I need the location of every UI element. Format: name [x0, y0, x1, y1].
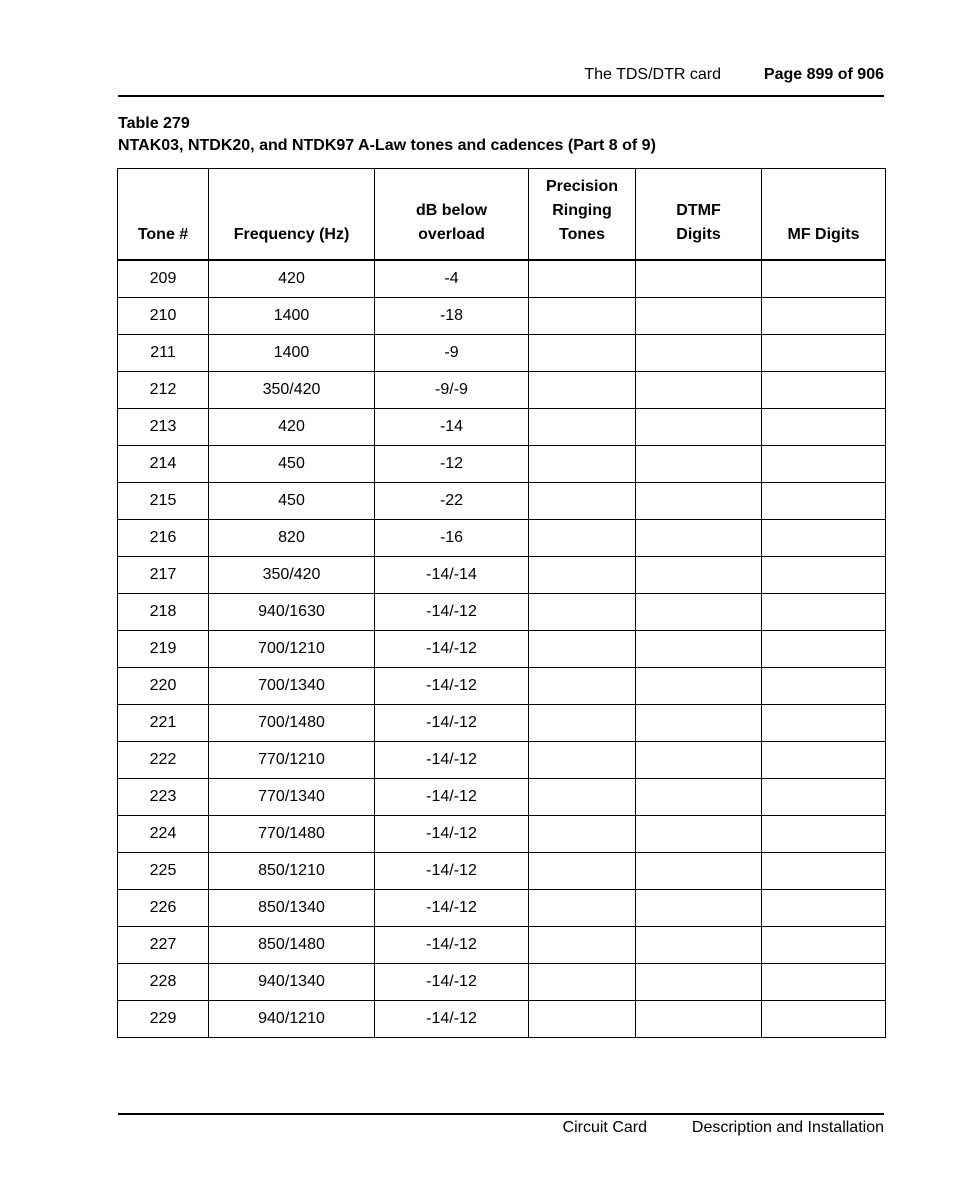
table-cell: 1400: [209, 334, 375, 371]
table-cell: [529, 852, 636, 889]
table-cell: [636, 926, 762, 963]
table-cell: [529, 926, 636, 963]
table-cell: [762, 630, 886, 667]
table-cell: [529, 334, 636, 371]
table-row: [118, 963, 886, 1000]
table-cell: -14/-12: [375, 630, 529, 667]
table-cell: 700/1210: [209, 630, 375, 667]
page-number: Page 899 of 906: [763, 66, 884, 83]
table-cell: -12: [375, 445, 529, 482]
table-cell: 770/1340: [209, 778, 375, 815]
footer-rule: [118, 1113, 884, 1115]
table-cell: [762, 408, 886, 445]
table-cell: [636, 556, 762, 593]
table-cell: -14/-12: [375, 926, 529, 963]
column-header: [118, 169, 209, 260]
table-row: [118, 815, 886, 852]
table-cell: [529, 889, 636, 926]
table-cell: 850/1340: [209, 889, 375, 926]
table-cell: [762, 889, 886, 926]
table-cell: [762, 741, 886, 778]
table-row: [118, 482, 886, 519]
table-row: [118, 778, 886, 815]
table-header-row: [118, 169, 886, 260]
table-cell: -14/-12: [375, 778, 529, 815]
table-cell: 212: [118, 371, 209, 408]
column-header-line: Frequency (Hz): [233, 225, 350, 243]
table-cell: -9: [375, 334, 529, 371]
table-row: [118, 667, 886, 704]
table-cell: [529, 741, 636, 778]
table-cell: [636, 260, 762, 298]
table-cell: [636, 445, 762, 482]
table-cell: -14/-12: [375, 852, 529, 889]
table-cell: -14/-12: [375, 741, 529, 778]
column-header-line: dB below: [415, 201, 488, 219]
table-cell: -14/-12: [375, 667, 529, 704]
table-cell: [762, 445, 886, 482]
table-cell: [636, 519, 762, 556]
table-cell: [762, 963, 886, 1000]
table-cell: [636, 815, 762, 852]
column-header-line: overload: [418, 225, 485, 243]
table-cell: 450: [209, 482, 375, 519]
table-cell: -18: [375, 297, 529, 334]
table-cell: 215: [118, 482, 209, 519]
table-cell: [762, 334, 886, 371]
table-cell: [762, 371, 886, 408]
table-cell: 209: [118, 260, 209, 298]
table-cell: [636, 593, 762, 630]
table-cell: [529, 963, 636, 1000]
table-cell: 850/1480: [209, 926, 375, 963]
table-row: [118, 926, 886, 963]
table-cell: [529, 371, 636, 408]
table-row: [118, 704, 886, 741]
column-header-line: Tones: [559, 225, 605, 243]
table-cell: -14/-12: [375, 889, 529, 926]
table-cell: [529, 556, 636, 593]
table-cell: 221: [118, 704, 209, 741]
table-cell: 450: [209, 445, 375, 482]
column-header: [762, 169, 886, 260]
table-cell: [529, 519, 636, 556]
table-cell: -14/-12: [375, 1000, 529, 1037]
column-header-line: Digits: [676, 225, 721, 243]
table-cell: -4: [375, 260, 529, 298]
table-cell: 217: [118, 556, 209, 593]
table-cell: -14/-12: [375, 815, 529, 852]
table-cell: 850/1210: [209, 852, 375, 889]
column-header-line: Tone #: [137, 225, 189, 243]
table-cell: [529, 704, 636, 741]
table-cell: [762, 815, 886, 852]
table-cell: -14/-12: [375, 593, 529, 630]
table-cell: 420: [209, 408, 375, 445]
column-header-line: DTMF: [676, 201, 721, 219]
table-title: NTAK03, NTDK20, and NTDK97 A-Law tones and cadences (Part 8 of 9): [118, 137, 656, 154]
column-header-line: MF Digits: [787, 225, 860, 243]
table-cell: [762, 852, 886, 889]
table-cell: [529, 667, 636, 704]
table-cell: 213: [118, 408, 209, 445]
table-cell: 226: [118, 889, 209, 926]
table-cell: 940/1630: [209, 593, 375, 630]
table-cell: [762, 260, 886, 298]
table-cell: [762, 556, 886, 593]
table-cell: [636, 889, 762, 926]
table-cell: 228: [118, 963, 209, 1000]
table-caption: [118, 113, 656, 157]
table-cell: [529, 778, 636, 815]
table-cell: [529, 260, 636, 298]
table-row: [118, 445, 886, 482]
header-rule: [118, 95, 884, 97]
table-row: [118, 371, 886, 408]
table-cell: [762, 926, 886, 963]
table-cell: 229: [118, 1000, 209, 1037]
table-cell: -9/-9: [375, 371, 529, 408]
table-cell: [529, 593, 636, 630]
column-header: [375, 169, 529, 260]
table-cell: 940/1210: [209, 1000, 375, 1037]
table-cell: [762, 1000, 886, 1037]
table-cell: 210: [118, 297, 209, 334]
table-cell: [762, 482, 886, 519]
table-cell: -22: [375, 482, 529, 519]
table-cell: -14/-12: [375, 963, 529, 1000]
table-label: Table 279: [118, 115, 190, 132]
table-cell: [636, 482, 762, 519]
table-cell: [529, 482, 636, 519]
table-cell: 220: [118, 667, 209, 704]
table-row: [118, 260, 886, 298]
table-cell: [529, 630, 636, 667]
table-row: [118, 334, 886, 371]
table-cell: 940/1340: [209, 963, 375, 1000]
table-cell: 218: [118, 593, 209, 630]
table-cell: [636, 408, 762, 445]
table-cell: [636, 852, 762, 889]
table-cell: -14: [375, 408, 529, 445]
table-cell: [762, 519, 886, 556]
table-cell: 700/1340: [209, 667, 375, 704]
table-cell: 1400: [209, 297, 375, 334]
table-body: [118, 260, 886, 1038]
column-header: [636, 169, 762, 260]
table-cell: [529, 297, 636, 334]
table-cell: [636, 741, 762, 778]
table-cell: -16: [375, 519, 529, 556]
table-cell: 820: [209, 519, 375, 556]
table-cell: 420: [209, 260, 375, 298]
tones-table: [117, 168, 886, 1038]
table-cell: 350/420: [209, 556, 375, 593]
table-cell: [529, 815, 636, 852]
column-header: [209, 169, 375, 260]
table-cell: 223: [118, 778, 209, 815]
table-cell: -14/-12: [375, 704, 529, 741]
table-cell: [636, 1000, 762, 1037]
table-cell: [762, 297, 886, 334]
table-cell: 350/420: [209, 371, 375, 408]
table-cell: [529, 445, 636, 482]
table-cell: [762, 593, 886, 630]
table-cell: 770/1210: [209, 741, 375, 778]
table-cell: [762, 667, 886, 704]
table-cell: [636, 630, 762, 667]
table-cell: -14/-14: [375, 556, 529, 593]
table-cell: 224: [118, 815, 209, 852]
table-cell: 225: [118, 852, 209, 889]
table-row: [118, 297, 886, 334]
section-title: The TDS/DTR card: [584, 66, 721, 83]
table-cell: [636, 704, 762, 741]
table-cell: [529, 1000, 636, 1037]
table-cell: 227: [118, 926, 209, 963]
table-cell: [762, 778, 886, 815]
table-row: [118, 630, 886, 667]
page-footer: [118, 1119, 884, 1139]
table-cell: [636, 297, 762, 334]
table-row: [118, 408, 886, 445]
table-cell: 211: [118, 334, 209, 371]
table-row: [118, 519, 886, 556]
table-cell: [762, 704, 886, 741]
table-row: [118, 741, 886, 778]
column-header-line: Ringing: [552, 201, 612, 219]
footer-book: Circuit Card: [562, 1119, 647, 1136]
table-cell: 222: [118, 741, 209, 778]
table-cell: 770/1480: [209, 815, 375, 852]
table-cell: 700/1480: [209, 704, 375, 741]
table-cell: [636, 371, 762, 408]
table-cell: [636, 334, 762, 371]
column-header: [529, 169, 636, 260]
table-cell: 214: [118, 445, 209, 482]
table-row: [118, 1000, 886, 1037]
table-cell: [529, 408, 636, 445]
table-cell: [636, 778, 762, 815]
table-row: [118, 852, 886, 889]
footer-doc-title: Description and Installation: [691, 1119, 884, 1136]
page-header: [118, 66, 884, 86]
table-row: [118, 556, 886, 593]
table-cell: [636, 667, 762, 704]
column-header-line: Precision: [545, 177, 619, 195]
table-row: [118, 593, 886, 630]
table-cell: [636, 963, 762, 1000]
table-cell: 219: [118, 630, 209, 667]
table-cell: 216: [118, 519, 209, 556]
table-row: [118, 889, 886, 926]
